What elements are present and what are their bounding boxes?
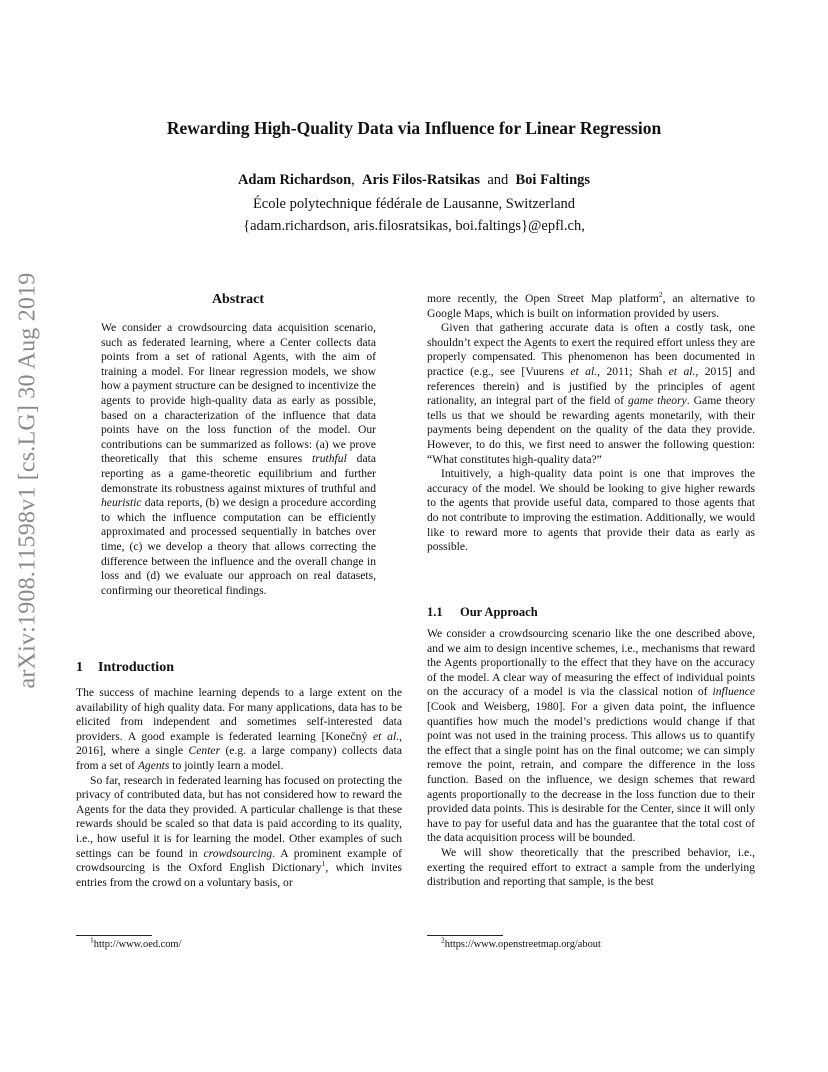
emphasis: truthful [312,452,347,466]
section-heading-introduction [76,660,174,676]
emphasis: et al. [570,364,598,378]
section-title: Introduction [98,660,174,675]
abstract-paragraph [101,321,376,598]
footnote-number: 2 [441,935,445,945]
footnote-text: https://www.openstreetmap.org/about [444,939,601,950]
author-separator: , [351,172,363,188]
footnote-number: 1 [90,935,94,945]
text-run: . Game theory tells us that we should be rewarding agents monetarily, with their payments being dependent on the quality of the data they provide. However, to do this, we first need to answer the following question: “What constitutes high-quality data?” [427,394,755,466]
text-run: [Cook and Weisberg, 1980]. For a given data point, the influence quantifies how much the model’s predictions would change if that point was not used in the training process. This allows us to quantify the effect that a single point has on the final outcome; we can simply remove the point, retrain, and compare the difference in the loss function. Based on the influence, we design schemes that reward agents proportionally to the decrease in the loss function due to their provided data points. This is desirable for the Center, since it will only have to pay for useful data and has the guarantee that the total cost of the data acquisition process will be bounded. [427,699,755,845]
right-column-top [427,292,755,555]
arxiv-stamp [8,272,48,688]
abstract-heading: Abstract [211,292,265,307]
body-paragraph [427,292,755,321]
text-run: data reports, (b) we design a procedure according to which the influence computation can be efficiently approximated and processed sequentially in batches over time, (c) we develop a theory that allows correcting the difference between the influence and the overall change in loss and (d) we evaluate our approach on real datasets, confirming our theoretical findings. [101,496,376,597]
intro-paragraph-2 [76,774,402,891]
text-run: We consider a crowdsourcing scenario like the one described above, and we aim to design incentive schemes, i.e., mechanisms that reward the Agents proportionally to the effect that they have on the accuracy of the model. A clear way of measuring the effect of individual points on the accuracy of a model is via the classical notion of [427,627,755,699]
text-run: more recently, the Open Street Map platform [427,292,659,305]
intro-paragraph-1 [76,686,402,774]
text-run: , 2015] and references therein) and is justified by the principles of agent rationality, an integral part of the field of [427,364,756,408]
text-run: . A prominent example of crowdsourcing is the Oxford English Dictionary [76,846,402,875]
body-paragraph: We will show theoretically that the prescribed behavior, i.e., exerting the required effort to extract a sample from the underlying distribution and reporting that sample, is the best [427,845,755,889]
emphasis: heuristic [101,496,142,510]
section-number: 1 [76,660,83,675]
footnote-marker: 2 [658,290,663,300]
author-separator: and [480,172,516,188]
emphasis: et al. [668,364,696,378]
arxiv-identifier: arXiv:1908.11598v1 [cs.LG] 30 Aug 2019 [14,272,41,688]
text-run: , which invites entries from the crowd on a voluntary basis, or [76,861,402,889]
footnote-rule [427,935,503,936]
body-paragraph [427,321,755,467]
text-run: , 2011; Shah [597,364,669,378]
footnote-rule [76,935,152,936]
emphasis: game theory [628,394,687,408]
affiliation: École polytechnique fédérale de Lausanne, Switzerland [252,196,576,212]
author-list [80,172,748,189]
subsection-heading-our-approach [427,605,538,620]
author-name: Adam Richardson [237,172,352,188]
text-run: to jointly learn a model. [169,758,284,772]
emphasis: crowdsourcing [203,846,273,860]
body-paragraph: Intuitively, a high-quality data point is one that improves the accuracy of the model. We should be looking to give higher rewards to the agents that provide useful data, compared to those agents that do not contribute to improving the estimation. Additionally, we would like to reward more to agents that provide their data as early as possible. [427,467,755,554]
footnote-text: http://www.oed.com/ [93,939,182,950]
emphasis: Agents [137,758,170,772]
text-run: Given that gathering accurate data is often a costly task, one shouldn’t expect the Agents to exert the required effort unless they are properly compensated. This phenomenon has been documented in practice (e.g., see [Vuurens [427,321,755,378]
text-run: , an alternative to Google Maps, which is built on information provided by users. [427,292,755,320]
paper-title: Rewarding High-Quality Data via Influence for Linear Regression [166,118,662,138]
abstract-body [101,321,376,598]
emphasis: et al. [373,729,400,743]
emphasis: influence [712,685,755,699]
text-run: data reporting as a game-theoretic equilibrium and further demonstrate its robustness against mixtures of truthful and [101,452,376,495]
text-run: We consider a crowdsourcing data acquisition scenario, such as federated learning, where a Center collects data points from a set of rational Agents, with the aim of training a model. For linear regression models, we show how a payment structure can be designed to incentivize the agents to provide high-quality data as early as possible, based on a characterization of the influence that data points have on the loss function of the model. Our contributions can be summarized as follows: (a) we prove theoretically that this scheme ensures [101,321,376,466]
text-run: , 2016], where a single [76,729,402,758]
our-approach-body [427,627,755,890]
body-paragraph [427,627,755,846]
footnote-marker: 1 [321,859,326,869]
footnote-1 [90,935,182,951]
author-name: Boi Faltings [515,172,591,188]
text-run: (e.g. a large company) collects data from a set of [76,744,402,772]
text-run: The success of machine learning depends to a large extent on the availability of high quality data. For many applications, data has to be elicited from independent and sometimes self-interested data providers. A good example is federated learning [Konečný [76,686,402,743]
introduction-body [76,686,402,890]
author-emails: {adam.richardson, aris.filosratsikas, boi.faltings}@epfl.ch, [243,218,585,234]
author-name: Aris Filos-Ratsikas [362,172,481,188]
footnote-2 [441,935,601,951]
text-run: So far, research in federated learning has focused on protecting the privacy of contributed data, but has not considered how to reward the Agents for the data they provided. A particular challenge is that these rewards should be scaled so that data is paid according to its quality, i.e., how useful it is for learning the model. Other examples of such settings can be found in [76,773,402,860]
emphasis: Center [188,744,221,758]
subsection-number: 1.1 [427,605,443,619]
subsection-title: Our Approach [460,605,538,619]
